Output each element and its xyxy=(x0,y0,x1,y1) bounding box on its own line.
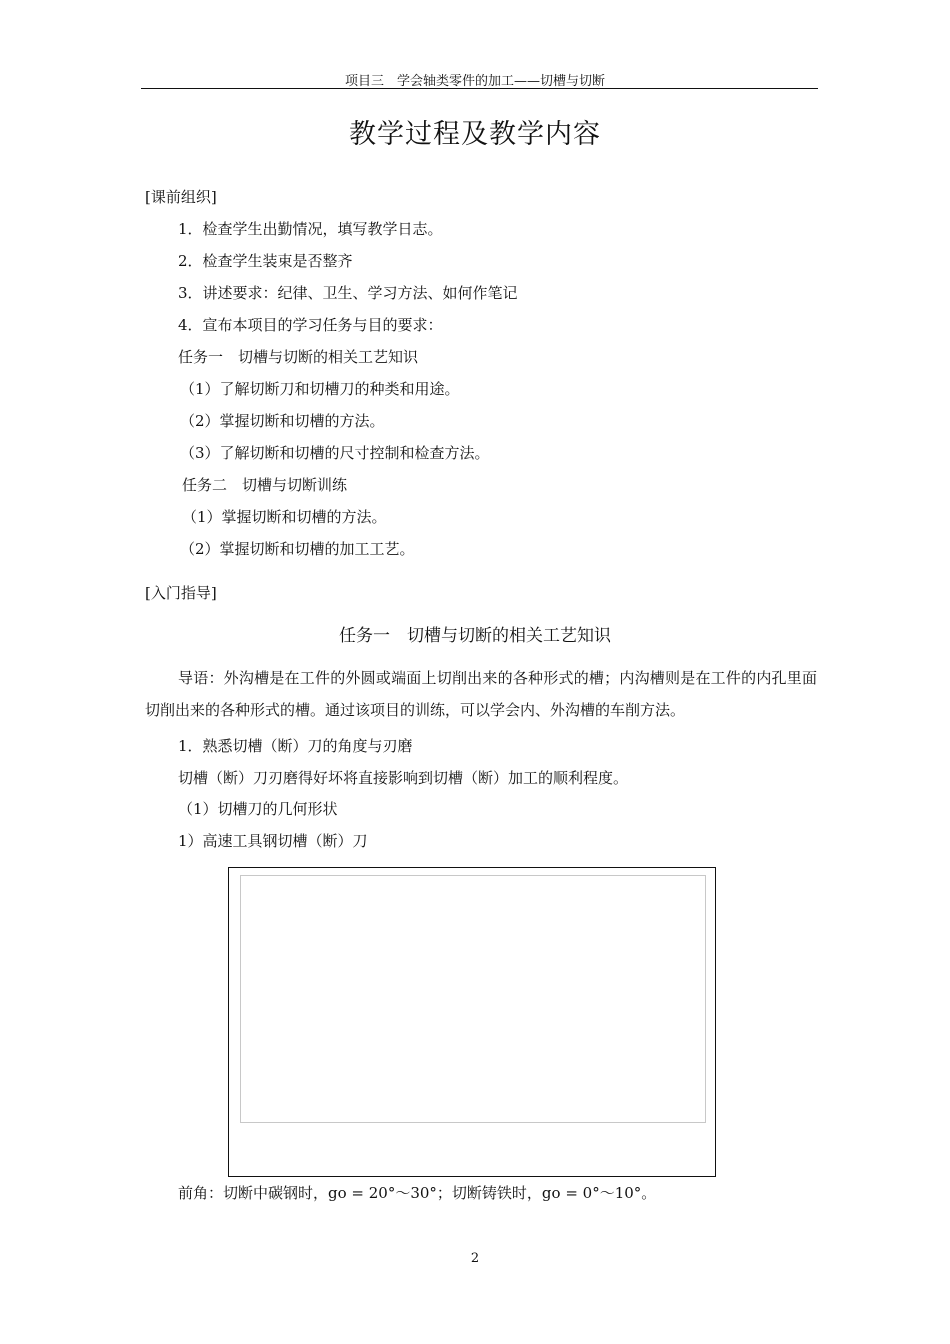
task1-item: （2）掌握切断和切槽的方法。 xyxy=(180,412,385,430)
intro-task-heading: 任务一 切槽与切断的相关工艺知识 xyxy=(339,626,611,646)
pre-class-heading: [课前组织] xyxy=(145,188,217,206)
page-title: 教学过程及教学内容 xyxy=(349,119,601,150)
pre-class-item: 3．讲述要求：纪律、卫生、学习方法、如何作笔记 xyxy=(178,284,518,302)
rake-angle-text: 前角：切断中碳钢时，go = 20°～30°；切断铸铁时，go = 0°～10°。 xyxy=(178,1184,657,1202)
intro-heading: [入门指导] xyxy=(145,584,217,602)
task1-item: （1）了解切断刀和切槽刀的种类和用途。 xyxy=(180,380,460,398)
task1-item: （3）了解切断和切槽的尺寸控制和检查方法。 xyxy=(180,444,490,462)
subsection-heading: （1）切槽刀的几何形状 xyxy=(178,800,338,818)
task1-title: 任务一 切槽与切断的相关工艺知识 xyxy=(178,348,419,366)
task2-item: （2）掌握切断和切槽的加工工艺。 xyxy=(180,540,415,558)
pre-class-item: 2．检查学生装束是否整齐 xyxy=(178,252,353,270)
running-header: 项目三 学会轴类零件的加工——切槽与切断 xyxy=(344,74,605,89)
figure-frame xyxy=(228,867,716,1177)
figure-image-placeholder xyxy=(240,875,706,1123)
header-rule xyxy=(141,88,818,89)
lead-paragraph: 导语：外沟槽是在工件的外圆或端面上切削出来的各种形式的槽；内沟槽则是在工件的内孔里面切削出来的各种形式的槽。通过该项目的训练，可以学会内、外沟槽的车削方法。 xyxy=(145,669,817,719)
task2-item: （1）掌握切断和切槽的方法。 xyxy=(182,508,387,526)
task2-title: 任务二 切槽与切断训练 xyxy=(182,476,348,494)
pre-class-item: 4．宣布本项目的学习任务与目的要求： xyxy=(178,316,443,334)
subsection-item: 1）高速工具钢切槽（断）刀 xyxy=(178,832,368,850)
section-text: 切槽（断）刀刃磨得好坏将直接影响到切槽（断）加工的顺利程度。 xyxy=(178,769,629,787)
pre-class-item: 1．检查学生出勤情况，填写教学日志。 xyxy=(178,220,443,238)
page-number: 2 xyxy=(470,1251,480,1266)
section-heading: 1．熟悉切槽（断）刀的角度与刃磨 xyxy=(178,737,413,755)
